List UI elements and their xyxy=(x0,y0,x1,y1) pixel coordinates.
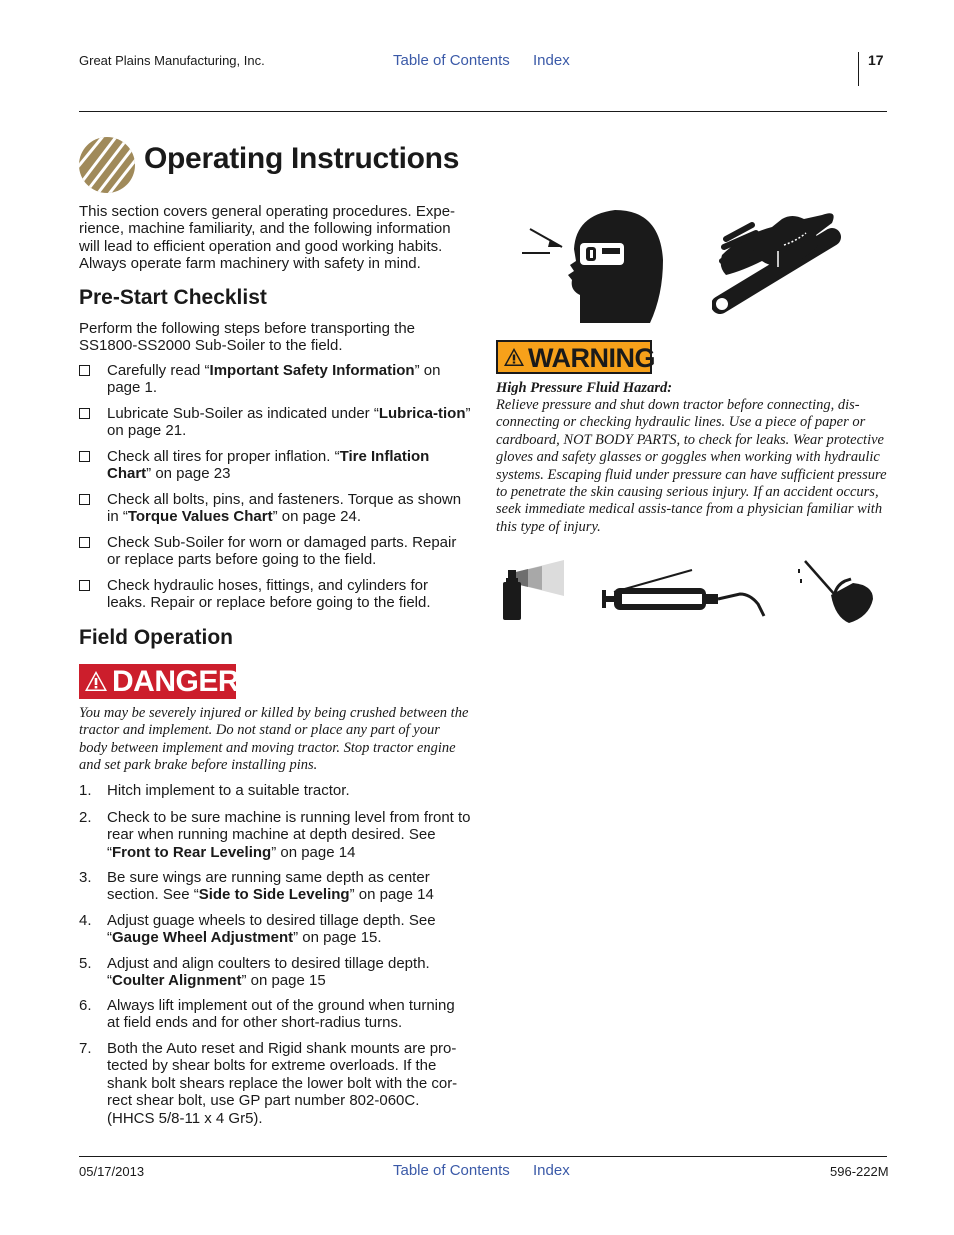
footer-date: 05/17/2013 xyxy=(79,1164,145,1179)
step-item: 4. Adjust guage wheels to desired tillage depth. See “Gauge Wheel Adjustment” on page 15. xyxy=(79,912,436,947)
header-toc-link[interactable]: Table of Contents xyxy=(393,52,510,69)
warning-text: Relieve pressure and shut down tractor before connecting, dis-connecting or checking hydraulic lines. Use a piece of paper or cardboard, NOT BODY PARTS, to check for leaks. Wear protective gloves and safety glasses or goggles when working with hydraulic systems. Escaping fluid under pressure can have sufficient pressure to penetrate the skin causing serious injury. If an accident occurs, seek immediate medical assis-tance from a physician familiar with this type of injury. xyxy=(496,397,887,535)
header-rule xyxy=(79,111,887,112)
grease-gun-icon xyxy=(600,568,770,620)
page-title: Operating Instructions xyxy=(144,142,460,175)
spray-can-icon xyxy=(502,558,570,622)
footer-toc-link[interactable]: Table of Contents xyxy=(393,1162,510,1179)
checkbox-icon xyxy=(79,451,90,462)
danger-label: DANGER xyxy=(79,664,236,699)
step-item: 6. Always lift implement out of the ground when turning at field ends and for other short-radius turns. xyxy=(79,997,455,1032)
footer-rule xyxy=(79,1156,887,1157)
checklist-item: Check Sub-Soiler for worn or damaged parts. Repair or replace parts before going to the field. xyxy=(79,534,471,569)
checkbox-icon xyxy=(79,580,90,591)
checklist-item: Lubricate Sub-Soiler as indicated under “Lubrica-tion” on page 21. xyxy=(79,405,471,440)
footer-index-link[interactable]: Index xyxy=(533,1162,570,1179)
alert-triangle-icon xyxy=(84,670,108,692)
face-shield-icon xyxy=(520,205,665,325)
header-index-link[interactable]: Index xyxy=(533,52,570,69)
prestart-intro: Perform the following steps before transporting the SS1800-SS2000 Sub-Soiler to the field. xyxy=(79,320,416,355)
company-name: Great Plains Manufacturing, Inc. xyxy=(79,53,265,68)
step-item: 3. Be sure wings are running same depth as center section. See “Side to Side Leveling” on page 14 xyxy=(79,869,434,904)
checklist-item: Check hydraulic hoses, fittings, and cylinders for leaks. Repair or replace before going to the field. xyxy=(79,577,471,612)
checkbox-icon xyxy=(79,494,90,505)
field-operation-heading: Field Operation xyxy=(79,626,234,649)
checklist-item: Check all tires for proper inflation. “Tire Inflation Chart” on page 23 xyxy=(79,448,471,483)
step-item: 2. Check to be sure machine is running level from front to rear when running machine at depth desired. See “Front to Rear Leveling” on page 14 xyxy=(79,809,471,861)
checklist-item: Check all bolts, pins, and fasteners. Torque as shown in “Torque Values Chart” on page 24. xyxy=(79,491,471,526)
step-item: 5. Adjust and align coulters to desired tillage depth. “Coulter Alignment” on page 15 xyxy=(79,955,430,990)
footer-part-number: 596-222M xyxy=(830,1164,889,1179)
hand-hose-leak-icon xyxy=(712,205,872,320)
warning-label: WARNING xyxy=(496,340,652,374)
page-number: 17 xyxy=(868,52,884,68)
checklist-item: Carefully read “Important Safety Information” on page 1. xyxy=(79,362,471,397)
checkbox-icon xyxy=(79,408,90,419)
header-divider xyxy=(858,52,859,86)
warning-title: High Pressure Fluid Hazard: xyxy=(496,380,673,396)
checkbox-icon xyxy=(79,365,90,376)
alert-triangle-icon xyxy=(503,347,525,367)
oil-can-icon xyxy=(795,555,875,625)
intro-paragraph: This section covers general operating procedures. Expe-rience, machine familiarity, and the following information will lead to efficient operation and good working habits. Always operate farm machinery with safety in mind. xyxy=(79,203,456,273)
prestart-heading: Pre-Start Checklist xyxy=(79,286,267,309)
wheat-logo-icon xyxy=(79,137,135,193)
danger-text: You may be severely injured or killed by being crushed between the tractor and implement. Do not stand or place any part of your body between implement and moving tractor. Stop tractor engine and set park brake before installing pins. xyxy=(79,705,469,774)
step-item: 7. Both the Auto reset and Rigid shank mounts are pro-tected by shear bolts for extreme overloads. If the shank bolt shears replace the lower bolt with the cor-rect shear bolt, use GP part number 802-060C. (HHCS 5/8-11 x 4 Gr5). xyxy=(79,1040,458,1127)
step-item: 1. Hitch implement to a suitable tractor. xyxy=(79,782,350,799)
checkbox-icon xyxy=(79,537,90,548)
